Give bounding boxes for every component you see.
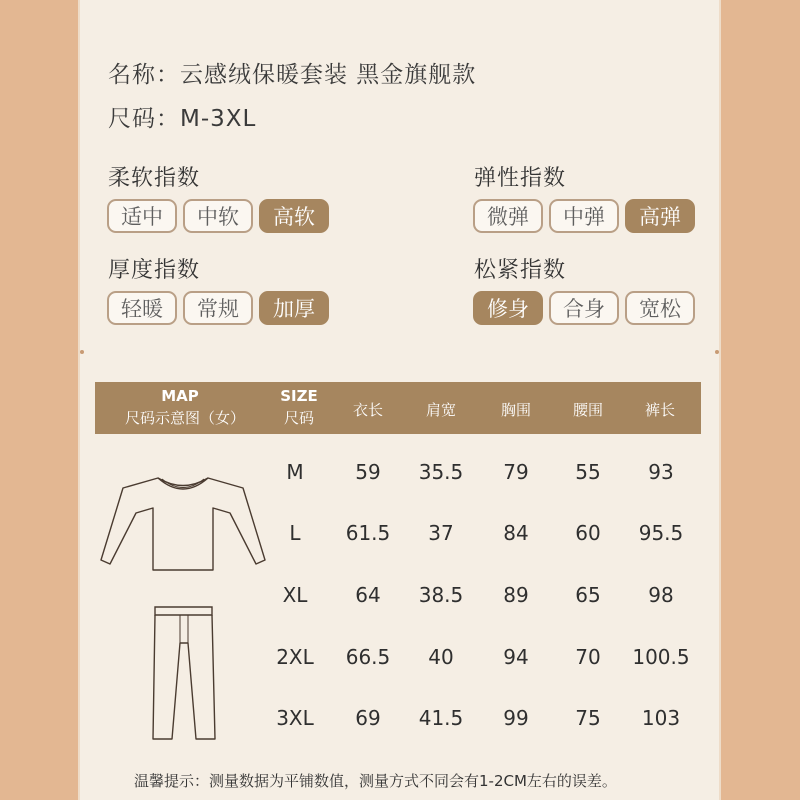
chest-cell: 94 — [503, 645, 529, 669]
elasticity-option-1: 微弹 — [473, 199, 543, 233]
pants-length-cell: 100.5 — [632, 645, 690, 669]
product-name: 名称：云感绒保暖套装 黑金旗舰款 — [108, 62, 477, 88]
pants-length-cell: 93 — [648, 460, 674, 484]
shoulder-cell: 41.5 — [418, 706, 464, 730]
column-header-length: 衣长 — [352, 401, 383, 419]
length-cell: 66.5 — [345, 645, 391, 669]
waist-cell: 55 — [575, 460, 601, 484]
shoulder-cell: 37 — [428, 521, 454, 545]
map-label: MAP — [161, 387, 199, 405]
product-size-range: 尺码：M-3XL — [108, 106, 257, 132]
fit-option-2: 合身 — [549, 291, 619, 325]
fit-option-3: 宽松 — [625, 291, 695, 325]
fit-title: 松紧指数 — [474, 258, 567, 283]
elasticity-option-3-selected: 高弹 — [625, 199, 695, 233]
column-header-waist: 腰围 — [572, 401, 603, 419]
shoulder-cell: 38.5 — [418, 583, 464, 607]
fit-option-1-selected: 修身 — [473, 291, 543, 325]
length-cell: 61.5 — [345, 521, 391, 545]
softness-option-1: 适中 — [107, 199, 177, 233]
thickness-title: 厚度指数 — [108, 258, 201, 283]
elasticity-title: 弹性指数 — [474, 166, 567, 191]
shoulder-cell: 40 — [428, 645, 454, 669]
waist-cell: 60 — [575, 521, 601, 545]
shoulder-cell: 35.5 — [418, 460, 464, 484]
softness-title: 柔软指数 — [108, 166, 201, 191]
chest-cell: 84 — [503, 521, 529, 545]
size-cell: L — [289, 521, 301, 545]
size-cell: 2XL — [276, 645, 314, 669]
left-dot — [80, 350, 84, 354]
waist-cell: 65 — [575, 583, 601, 607]
elasticity-option-2: 中弹 — [549, 199, 619, 233]
size-table-header — [95, 382, 701, 434]
map-sublabel: 尺码示意图（女） — [125, 409, 246, 427]
waist-cell: 70 — [575, 645, 601, 669]
size-cell: 3XL — [276, 706, 314, 730]
chest-cell: 89 — [503, 583, 529, 607]
thickness-option-1: 轻暖 — [107, 291, 177, 325]
waist-cell: 75 — [575, 706, 601, 730]
thickness-option-2: 常规 — [183, 291, 253, 325]
chest-cell: 99 — [503, 706, 529, 730]
pants-length-cell: 103 — [641, 706, 681, 730]
column-header-pants-length: 裤长 — [644, 401, 675, 419]
column-header-chest: 胸围 — [500, 401, 531, 419]
size-sublabel: 尺码 — [283, 409, 314, 427]
column-header-shoulder: 肩宽 — [425, 401, 456, 419]
length-cell: 64 — [355, 583, 381, 607]
length-cell: 69 — [355, 706, 381, 730]
softness-option-3-selected: 高软 — [259, 199, 329, 233]
right-dot — [715, 350, 719, 354]
chest-cell: 79 — [503, 460, 529, 484]
thickness-option-3-selected: 加厚 — [259, 291, 329, 325]
measurement-note: 温馨提示：测量数据为平铺数值，测量方式不同会有1-2CM左右的误差。 — [134, 772, 617, 790]
pants-garment-icon — [150, 603, 220, 743]
size-label: SIZE — [280, 387, 318, 405]
size-cell: XL — [282, 583, 308, 607]
size-cell: M — [286, 460, 304, 484]
top-garment-icon — [98, 468, 268, 578]
softness-option-2: 中软 — [183, 199, 253, 233]
pants-length-cell: 95.5 — [638, 521, 684, 545]
pants-length-cell: 98 — [648, 583, 674, 607]
length-cell: 59 — [355, 460, 381, 484]
